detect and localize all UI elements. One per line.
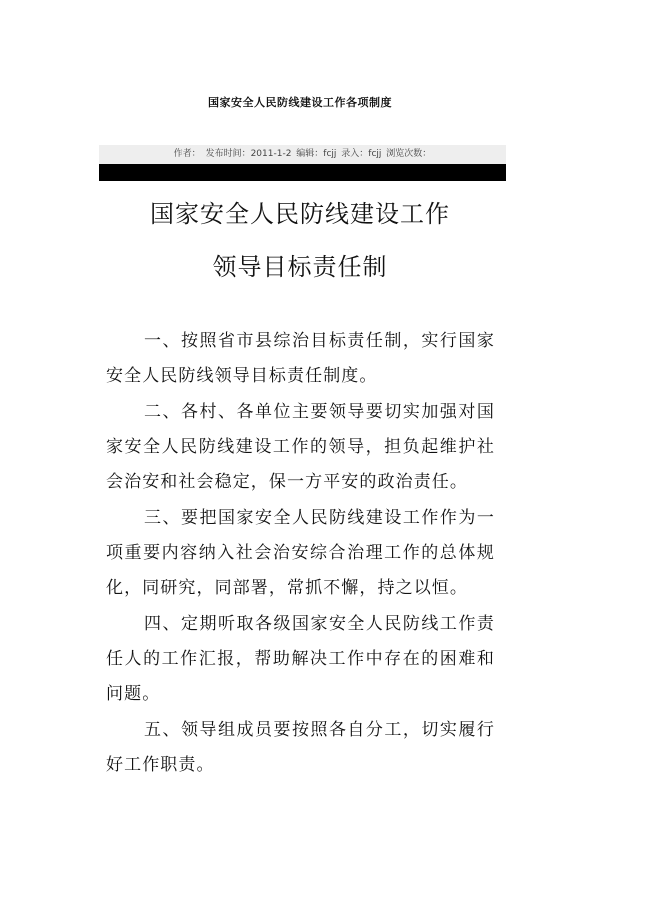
document-body — [106, 324, 495, 784]
black-divider-bar — [99, 164, 506, 181]
paragraph: 三、要把国家安全人民防线建设工作作为一项重要内容纳入社会治安综合治理工作的总体规化，同研究，同部署，常抓不懈，持之以恒。 — [106, 508, 495, 598]
meta-author: 作者： — [173, 149, 201, 159]
paragraph: 一、按照省市县综治目标责任制，实行国家安全人民防线领导目标责任制度。 — [106, 331, 495, 386]
document-heading-line-1: 国家安全人民防线建设工作 — [150, 200, 450, 228]
meta-recorder: 录入：fcjj — [341, 149, 382, 159]
meta-published: 发布时间：2011-1-2 — [205, 149, 292, 159]
paragraph: 四、定期听取各级国家安全人民防线工作责任人的工作汇报，帮助解决工作中存在的困难和问题。 — [106, 614, 495, 704]
paragraph: 二、各村、各单位主要领导要切实加强对国家安全人民防线建设工作的领导，担负起维护社会治安和社会稳定，保一方平安的政治责任。 — [106, 402, 495, 492]
document-heading-line-2: 领导目标责任制 — [212, 253, 388, 281]
meta-views: 浏览次数： — [386, 149, 432, 159]
article-meta-bar — [99, 145, 506, 164]
page-title: 国家安全人民防线建设工作各项制度 — [208, 96, 392, 109]
paragraph: 五、领导组成员要按照各自分工，切实履行好工作职责。 — [106, 720, 495, 775]
meta-editor: 编辑：fcjj — [296, 149, 337, 159]
